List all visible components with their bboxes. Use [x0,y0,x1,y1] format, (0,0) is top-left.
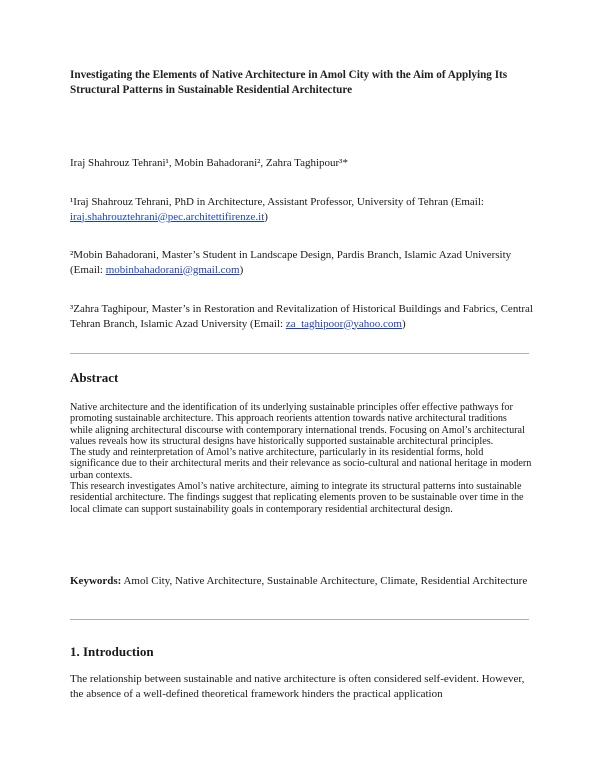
affiliation-1 [70,195,540,224]
email-link[interactable]: za_taghipoor@yahoo.com [285,317,402,330]
abstract-paragraph: This research investigates Amol’s native architecture, aiming to integrate its structural patterns into sustainable residential architecture. The findings suggest that replicating elements proven to be sustainable over time in the local climate can support sustainability goals in contemporary residential architectural design. [70,481,524,515]
abstract-heading: Abstract [70,370,119,385]
author-list: Iraj Shahrouz Tehrani¹, Mobin Bahadorani², Zahra Taghipour³* [70,157,348,169]
keywords [70,574,532,588]
introduction-text: The relationship between sustainable and native architecture is often considered self-evident. However, the absence of a well-defined theoretical framework hinders the practical application [70,673,525,700]
abstract-paragraph: Native architecture and the identification of its underlying sustainable principles offer effective pathways for promoting sustainable architecture. This approach reorients attention towards native architectural traditions while aligning architectural discourse with contemporary international trends. Focusing on Amol’s architectural values reveals how its structural designs have historically supported sustainable architectural principles. [70,402,525,447]
section-divider [70,353,529,354]
affiliation-close: ) [401,317,406,330]
abstract-body [70,402,532,515]
affiliation-text: ³Zahra Taghipour, Master’s in Restoration and Revitalization of Historical Buildings and Fabrics, Central Tehran Branch, Islamic Azad University (Email: [70,303,533,330]
affiliation-text: ¹Iraj Shahrouz Tehrani, PhD in Architecture, Assistant Professor, University of Tehran (Email: [70,196,484,208]
affiliation-2 [70,248,540,277]
keywords-label: Keywords: [70,575,122,587]
affiliation-3 [70,302,540,331]
paper-title: Investigating the Elements of Native Architecture in Amol City with the Aim of Applying Its Structural Patterns in Sustainable Residential Architecture [70,69,508,96]
affiliation-close: ) [264,210,268,223]
email-link[interactable]: iraj.shahrouztehrani@pec.architettifirenze.it [70,210,265,223]
email-link[interactable]: mobinbahadorani@gmail.com [105,263,240,276]
affiliation-close: ) [239,263,244,276]
abstract-paragraph: The study and reinterpretation of Amol’s native architecture, particularly in its residential forms, hold significance due to their architectural merits and their relevance as socio-cultural and national heritage in modern urban contexts. [70,447,532,481]
affiliation-text: ²Mobin Bahadorani, Master’s Student in Landscape Design, Pardis Branch, Islamic Azad University (Email: [70,249,512,276]
introduction-heading: 1. Introduction [70,644,154,659]
keywords-list: Amol City, Native Architecture, Sustainable Architecture, Climate, Residential Architecture [123,575,528,587]
section-divider [70,619,529,620]
